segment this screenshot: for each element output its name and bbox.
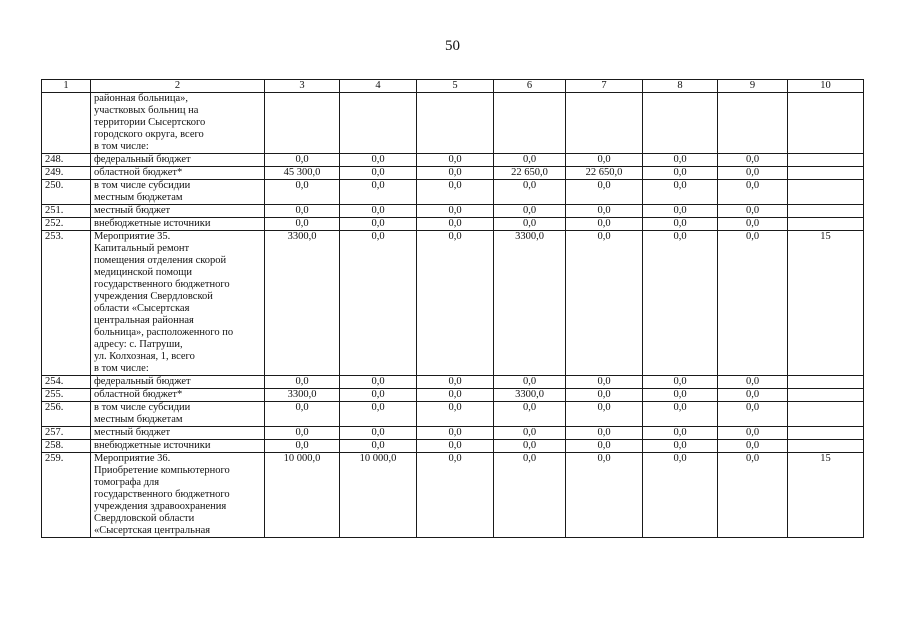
row-description: Мероприятие 35. Капитальный ремонт помещения отделения скорой медицинской помощи государственного бюджетного учреждения Свердловской области «Сысертская центральная районная больница», расположенного по адресу: с. Патруши, ул. Колхозная, 1, всего в том числе:: [91, 231, 265, 376]
funding-value: 10 000,0: [340, 453, 417, 538]
funding-value: 0,0: [340, 427, 417, 440]
row-number: 252.: [42, 218, 91, 231]
funding-value: 0,0: [494, 180, 566, 205]
page-number: 50: [445, 38, 460, 54]
target-reference: [788, 427, 864, 440]
funding-value: 0,0: [265, 180, 340, 205]
funding-value: 0,0: [265, 154, 340, 167]
funding-value: 0,0: [417, 205, 494, 218]
funding-value: 3300,0: [265, 389, 340, 402]
funding-value: 0,0: [718, 205, 788, 218]
target-reference: 15: [788, 453, 864, 538]
row-number: 258.: [42, 440, 91, 453]
funding-value: 0,0: [340, 389, 417, 402]
funding-value: 22 650,0: [566, 167, 643, 180]
funding-value: [718, 93, 788, 154]
target-reference: [788, 218, 864, 231]
target-reference: [788, 180, 864, 205]
funding-value: 0,0: [566, 389, 643, 402]
funding-value: 0,0: [340, 167, 417, 180]
funding-value: 0,0: [265, 427, 340, 440]
funding-value: 0,0: [265, 205, 340, 218]
column-header: 10: [788, 80, 864, 93]
program-funding-table: [41, 79, 864, 538]
funding-value: 0,0: [494, 453, 566, 538]
table-row: [42, 389, 864, 402]
table-row: [42, 453, 864, 538]
row-number: 257.: [42, 427, 91, 440]
table-row: [42, 205, 864, 218]
row-description: федеральный бюджет: [91, 154, 265, 167]
funding-value: 0,0: [643, 180, 718, 205]
row-number: 249.: [42, 167, 91, 180]
funding-value: 0,0: [340, 154, 417, 167]
funding-value: [265, 93, 340, 154]
table-row: [42, 180, 864, 205]
target-reference: [788, 389, 864, 402]
funding-value: 0,0: [340, 376, 417, 389]
funding-value: 0,0: [566, 376, 643, 389]
funding-value: 0,0: [643, 389, 718, 402]
table-row: [42, 402, 864, 427]
row-description: внебюджетные источники: [91, 218, 265, 231]
funding-value: 0,0: [494, 376, 566, 389]
column-header: 2: [91, 80, 265, 93]
funding-value: 0,0: [417, 154, 494, 167]
funding-value: 0,0: [718, 180, 788, 205]
row-description: местный бюджет: [91, 205, 265, 218]
funding-value: 0,0: [494, 427, 566, 440]
funding-value: 0,0: [718, 440, 788, 453]
target-reference: [788, 93, 864, 154]
funding-value: 0,0: [417, 218, 494, 231]
column-header: 6: [494, 80, 566, 93]
funding-value: 0,0: [566, 205, 643, 218]
table-body: [42, 80, 864, 538]
row-number: 250.: [42, 180, 91, 205]
funding-value: 0,0: [340, 218, 417, 231]
funding-value: 0,0: [340, 180, 417, 205]
row-description: местный бюджет: [91, 427, 265, 440]
funding-value: 0,0: [718, 167, 788, 180]
funding-value: 0,0: [566, 453, 643, 538]
row-description: областной бюджет*: [91, 167, 265, 180]
funding-value: 0,0: [566, 154, 643, 167]
funding-value: 0,0: [643, 427, 718, 440]
funding-value: 0,0: [643, 453, 718, 538]
funding-value: 0,0: [494, 154, 566, 167]
funding-value: 3300,0: [265, 231, 340, 376]
funding-value: 0,0: [718, 231, 788, 376]
target-reference: [788, 402, 864, 427]
funding-value: 0,0: [643, 154, 718, 167]
funding-value: 0,0: [643, 231, 718, 376]
funding-value: 0,0: [417, 231, 494, 376]
funding-value: 0,0: [718, 453, 788, 538]
table-row: [42, 167, 864, 180]
funding-value: 0,0: [417, 389, 494, 402]
funding-value: 0,0: [417, 180, 494, 205]
funding-value: [566, 93, 643, 154]
funding-value: [417, 93, 494, 154]
row-description: в том числе субсидии местным бюджетам: [91, 180, 265, 205]
funding-value: 3300,0: [494, 231, 566, 376]
column-header: 3: [265, 80, 340, 93]
funding-value: 0,0: [494, 218, 566, 231]
funding-value: 0,0: [718, 376, 788, 389]
table-row: [42, 427, 864, 440]
funding-value: 0,0: [566, 231, 643, 376]
column-header: 8: [643, 80, 718, 93]
funding-value: 0,0: [417, 376, 494, 389]
column-header: 1: [42, 80, 91, 93]
funding-value: [643, 93, 718, 154]
table-row: [42, 376, 864, 389]
funding-value: 0,0: [265, 402, 340, 427]
funding-value: 0,0: [643, 167, 718, 180]
funding-value: 0,0: [643, 376, 718, 389]
funding-value: 0,0: [718, 389, 788, 402]
target-reference: [788, 167, 864, 180]
funding-value: 3300,0: [494, 389, 566, 402]
row-number: 251.: [42, 205, 91, 218]
column-number-row: [42, 80, 864, 93]
funding-value: 0,0: [340, 231, 417, 376]
funding-value: 0,0: [718, 154, 788, 167]
funding-value: 0,0: [643, 205, 718, 218]
funding-value: 0,0: [566, 440, 643, 453]
target-reference: [788, 376, 864, 389]
table-row: [42, 218, 864, 231]
funding-value: 0,0: [718, 427, 788, 440]
row-number: [42, 93, 91, 154]
funding-value: 10 000,0: [265, 453, 340, 538]
target-reference: [788, 205, 864, 218]
funding-value: 0,0: [340, 205, 417, 218]
funding-value: 0,0: [417, 167, 494, 180]
funding-value: 0,0: [340, 440, 417, 453]
funding-value: [340, 93, 417, 154]
row-number: 253.: [42, 231, 91, 376]
funding-value: 0,0: [417, 453, 494, 538]
table-row: [42, 93, 864, 154]
row-description: федеральный бюджет: [91, 376, 265, 389]
funding-value: 0,0: [718, 402, 788, 427]
table-row: [42, 231, 864, 376]
funding-value: 0,0: [340, 402, 417, 427]
column-header: 4: [340, 80, 417, 93]
funding-value: 0,0: [643, 440, 718, 453]
funding-value: 0,0: [417, 427, 494, 440]
funding-value: 0,0: [643, 402, 718, 427]
funding-value: 0,0: [566, 180, 643, 205]
funding-value: 0,0: [265, 440, 340, 453]
row-number: 255.: [42, 389, 91, 402]
row-description: областной бюджет*: [91, 389, 265, 402]
row-number: 254.: [42, 376, 91, 389]
funding-value: 0,0: [494, 440, 566, 453]
funding-value: 0,0: [566, 218, 643, 231]
funding-value: 0,0: [494, 205, 566, 218]
column-header: 9: [718, 80, 788, 93]
funding-value: 0,0: [643, 218, 718, 231]
funding-value: 22 650,0: [494, 167, 566, 180]
table-row: [42, 154, 864, 167]
row-description: районная больница», участковых больниц на территории Сысертского городского округа, всего в том числе:: [91, 93, 265, 154]
column-header: 7: [566, 80, 643, 93]
table-row: [42, 440, 864, 453]
funding-value: 45 300,0: [265, 167, 340, 180]
funding-value: [494, 93, 566, 154]
funding-value: 0,0: [566, 402, 643, 427]
row-number: 248.: [42, 154, 91, 167]
funding-value: 0,0: [494, 402, 566, 427]
target-reference: [788, 440, 864, 453]
funding-value: 0,0: [718, 218, 788, 231]
row-number: 259.: [42, 453, 91, 538]
funding-value: 0,0: [265, 218, 340, 231]
row-number: 256.: [42, 402, 91, 427]
row-description: в том числе субсидии местным бюджетам: [91, 402, 265, 427]
row-description: Мероприятие 36. Приобретение компьютерного томографа для государственного бюджетного учреждения здравоохранения Свердловской области «Сысертская центральная: [91, 453, 265, 538]
target-reference: 15: [788, 231, 864, 376]
column-header: 5: [417, 80, 494, 93]
funding-value: 0,0: [417, 440, 494, 453]
row-description: внебюджетные источники: [91, 440, 265, 453]
target-reference: [788, 154, 864, 167]
funding-value: 0,0: [265, 376, 340, 389]
funding-value: 0,0: [566, 427, 643, 440]
funding-value: 0,0: [417, 402, 494, 427]
